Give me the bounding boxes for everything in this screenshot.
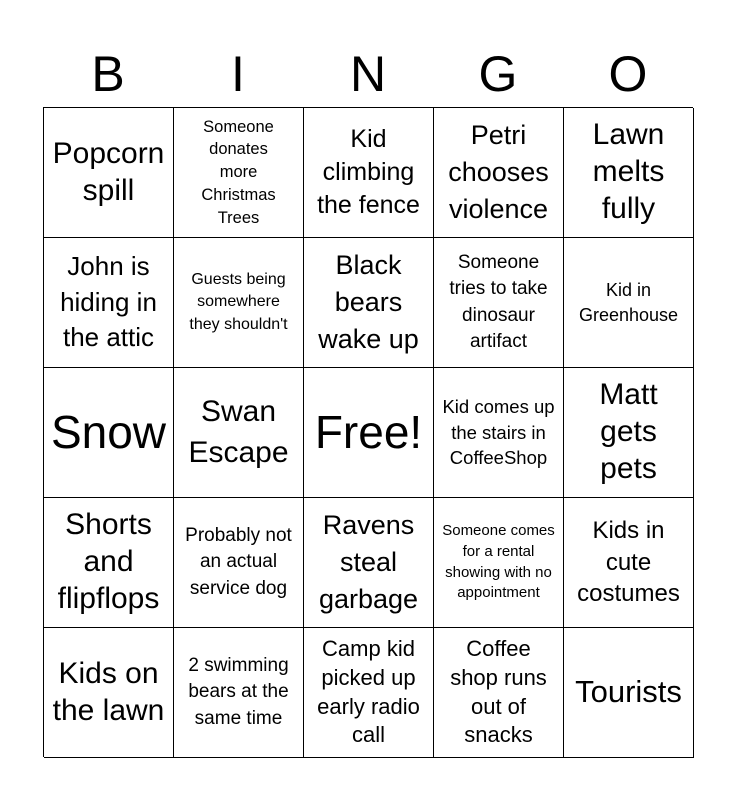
header-letter-o: O [608,46,648,102]
cell-text: Matt gets pets [599,378,658,485]
cell-text: Kid climbing the fence [317,125,420,219]
cell-text: Guests being somewhere they shouldn't [189,271,288,333]
cell-text: Petri chooses violence [448,120,549,224]
header-letter-b: B [91,46,125,102]
bingo-cell[interactable] [174,628,304,758]
cell-text: Free! [314,406,423,459]
bingo-cell[interactable] [304,238,434,368]
bingo-cell[interactable] [174,498,304,628]
cell-text: Popcorn spill [52,136,165,207]
header-letter-i: I [231,46,245,102]
bingo-cell[interactable] [564,498,694,628]
cell-text: Someone donates more Christmas Trees [201,117,276,227]
cell-text: Black bears wake up [318,250,419,354]
cell-text: 2 swimming bears at the same time [188,655,289,729]
bingo-cell[interactable] [434,498,564,628]
cell-text: Someone comes for a rental showing with no appointment [442,522,555,602]
cell-text: Swan Escape [188,395,289,469]
bingo-cell[interactable] [44,238,174,368]
bingo-cell[interactable] [564,368,694,498]
bingo-cell[interactable] [304,108,434,238]
cell-text: Ravens steal garbage [318,510,419,614]
bingo-cell[interactable] [304,368,434,498]
cell-text: Camp kid picked up early radio call [317,636,420,748]
bingo-cell[interactable] [434,108,564,238]
bingo-cell[interactable] [174,108,304,238]
bingo-cell[interactable] [564,238,694,368]
bingo-cell[interactable] [304,628,434,758]
bingo-cell[interactable] [44,368,174,498]
bingo-cell[interactable] [174,238,304,368]
bingo-cell[interactable] [434,628,564,758]
cell-text: Kids on the lawn [52,656,165,727]
cell-text: Kids in cute costumes [577,516,680,608]
cell-text: Snow [50,406,167,459]
cell-text: Shorts and flipflops [57,508,160,615]
cell-text: John is hiding in the attic [60,251,157,353]
bingo-cell[interactable] [44,108,174,238]
bingo-cell[interactable] [304,498,434,628]
bingo-cell[interactable] [174,368,304,498]
cell-text: Kid in Greenhouse [578,279,679,325]
bingo-cell[interactable] [44,628,174,758]
cell-text: Probably not an actual service dog [185,525,292,599]
bingo-cell[interactable] [564,108,694,238]
cell-text: Kid comes up the stairs in CoffeeShop [442,396,555,469]
bingo-cell[interactable] [434,238,564,368]
bingo-card-grid [43,107,693,757]
bingo-cell[interactable] [564,628,694,758]
bingo-cell[interactable] [44,498,174,628]
cell-text: Lawn melts fully [592,118,665,225]
bingo-cell[interactable] [434,368,564,498]
header-letter-g: G [478,46,518,102]
cell-text: Someone tries to take dinosaur artifact [449,252,548,352]
bingo-header [43,40,693,108]
header-letter-n: N [349,46,387,102]
cell-text: Coffee shop runs out of snacks [450,636,547,748]
cell-text: Tourists [575,674,682,710]
